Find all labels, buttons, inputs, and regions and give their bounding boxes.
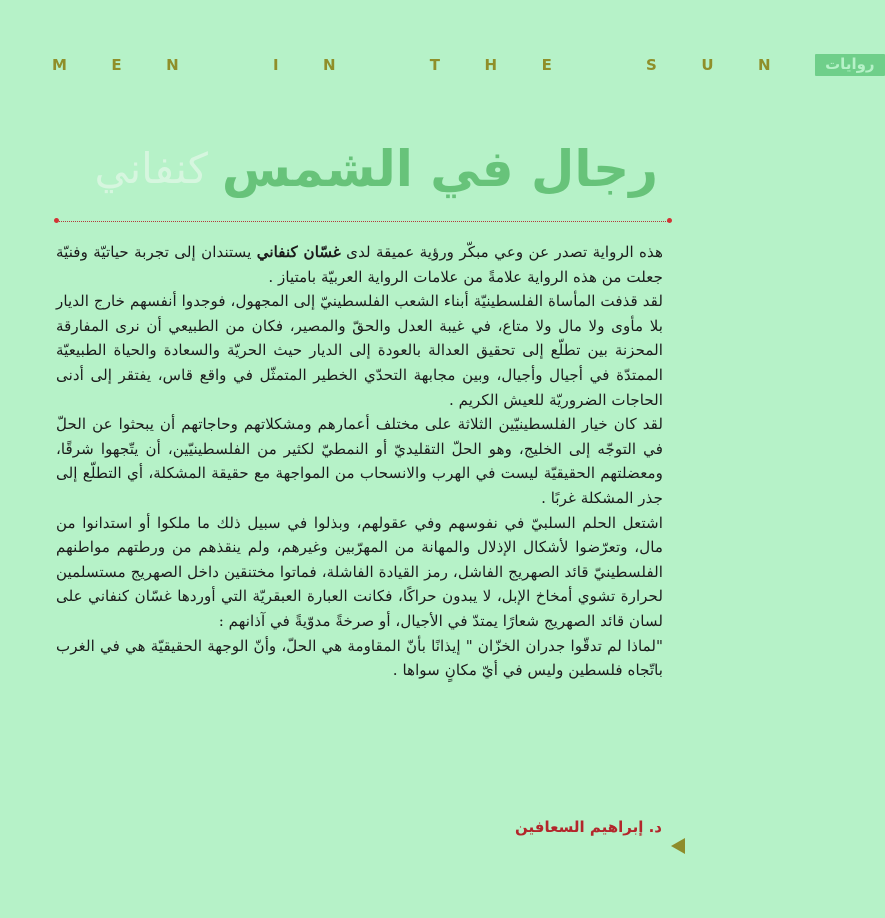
divider-dot-left <box>54 218 59 223</box>
paragraph-4: اشتعل الحلم السلبيّ في نفوسهم وفي عقولهم، وبذلوا في سبيل ذلك ما ملكوا أو استدانوا من مال، وتعرّضوا لأشكال الإذلال والمهانة من المهرّبين وغيرهم، ولم ينقذهم من ورطتهم مواطنهم الفلسطينيّ قائد الصهريج الفاشل، رمز القيادة الفاشلة، فماتوا مختنقين داخل الصهريج مستسلمين لحرارة تشوي أمخاخ الإبل، لا يبدون حراكًا، فكانت العبارة العبقريّة التي أوردها غسّان كنفاني على لسان قائد الصهريج شعارًا يمتدّ في الأجيال، أو صرخةً مدوّيةً في آذانهم : <box>56 513 663 630</box>
book-title: رجال في الشمس <box>221 140 658 198</box>
article-body <box>56 240 663 683</box>
paragraph-5: "لماذا لم تدقّوا جدران الخزّان " إيذانًا بأنّ المقاومة هي الحلّ، وأنّ الوجهة الحقيقيّة هي في الغرب باتّجاه فلسطين وليس في أيّ مكانٍ سواها . <box>56 636 663 680</box>
triangle-left-icon <box>671 838 685 854</box>
title-row <box>94 132 658 206</box>
section-tag: روايات <box>815 54 884 76</box>
paragraph-1 <box>56 240 663 289</box>
paragraph-1-start: هذه الرواية تصدر عن وعي مبكّر ورؤية عميقة لدى <box>340 243 663 261</box>
divider-dot-right <box>667 218 672 223</box>
paragraph-3: لقد كان خيار الفلسطينيّين الثلاثة على مختلف أعمارهم ومشكلاتهم وحاجاتهم أن يبحثوا عن الحلّ في التوجّه إلى الخليج، وهو الحلّ التقليديّ أو النمطيّ لكثير من الفلسطينيّين، أن يتّجهوا شرقًا، ومعضلتهم الحقيقيّة ليست في الهرب والانسحاب من المواجهة مع حقيقة المشكلة، أي التطلّع إلى جذر المشكلة غربًا . <box>56 415 663 507</box>
series-english-title: MEN IN THE SUN <box>52 56 816 74</box>
page-header <box>52 52 875 78</box>
author-signature: د. إبراهيم السعافين <box>515 818 662 836</box>
title-divider <box>56 221 670 222</box>
author-name-bold: غسّان كنفاني <box>256 243 341 261</box>
author-name-heading: كنفاني <box>94 144 208 193</box>
paragraph-2: لقد قذفت المأساة الفلسطينيّة أبناء الشعب الفلسطينيّ إلى المجهول، فوجدوا أنفسهم خارج الديار بلا مأوى ولا مال ولا متاع، في غيبة العدل والحقّ والمصير، فكان من الطبيعي أن نرى المفارقة المحزنة بين تطلّع إلى تحقيق العدالة بالعودة إلى الديار حيث الحريّة والسعادة والحياة الطبيعيّة الممتدّة في أجيال وأجيال، وبين مجابهة التحدّي الخطير المتمثّل في واقع قاس، يفتقر إلى أدنى الحاجات الضروريّة للعيش الكريم . <box>56 292 663 409</box>
paragraph-1-end: يستندان إلى تجربة حياتيّة وفنيّة جعلت من هذه الرواية علامةً من علامات الرواية العربيّة بامتياز . <box>56 243 663 286</box>
